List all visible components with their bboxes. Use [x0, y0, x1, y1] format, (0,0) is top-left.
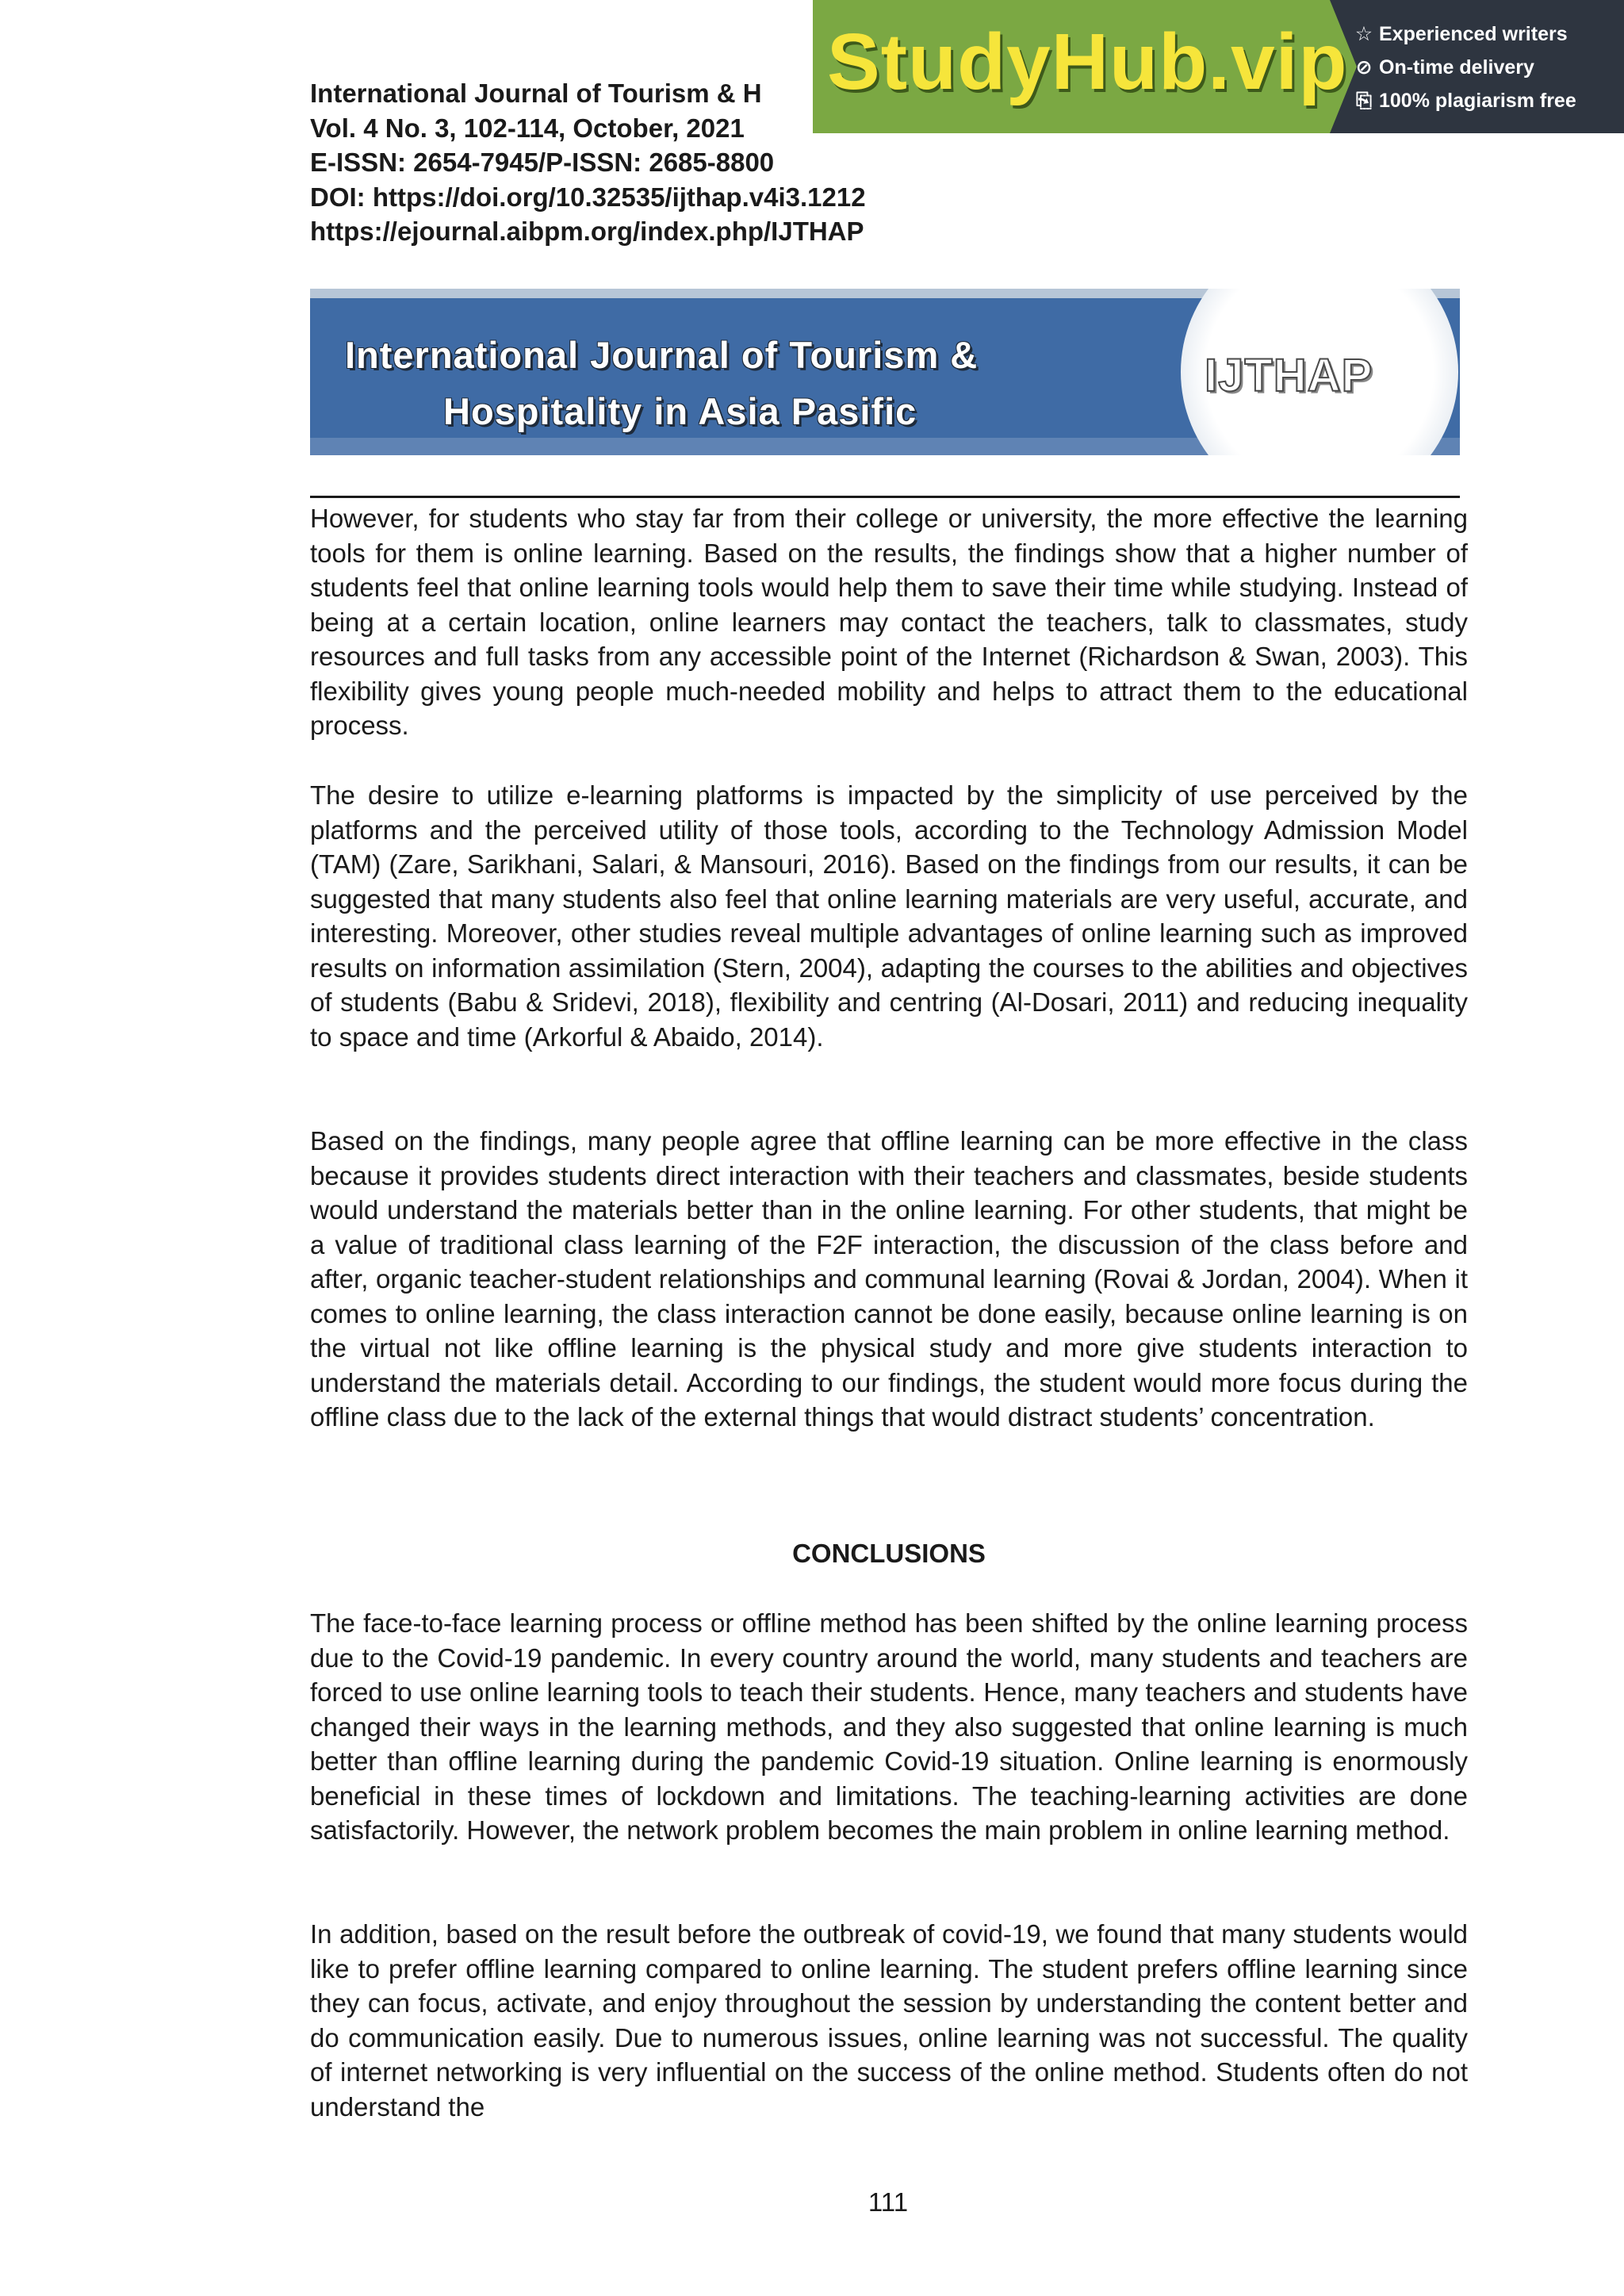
- ad-feature-label: 100% plagiarism free: [1379, 90, 1576, 112]
- conclusion-paragraph: In addition, based on the result before the outbreak of covid-19, we found that many students would like to prefer offline learning compared to online learning. The student prefers offline learning since they can focus, activate, and enjoy throughout the session by understanding the content better and do communication easily. Due to numerous issues, online learning was not successful. The quality of internet networking is very influential on the success of the online method. Students often do not understand the: [310, 1919, 1468, 2122]
- ijthap-logo: IJTHAP: [1205, 350, 1373, 401]
- banner-title-line-1: International Journal of Tourism &: [345, 334, 979, 376]
- section-heading-conclusions: CONCLUSIONS: [792, 1539, 986, 1568]
- studyhub-logo[interactable]: StudyHub.vip: [827, 17, 1348, 106]
- body-paragraph: Based on the findings, many people agree that offline learning can be more effective in the class because it provides students direct interaction with their teachers and classmates, beside students would understand the materials better than in the online learning. For other students, that might be a value of traditional class learning of the F2F interaction, the discussion of the class before and after, organic teacher-student relationships and communal learning (Rovai & Jordan, 2004). When it comes to online learning, the class interaction cannot be done easily, because online learning is on the virtual not like offline learning is the physical study and more give students interaction to understand the materials detail. According to our findings, the student would more focus during the offline class due to the lack of the external things that would distract students’ concentration.: [310, 1126, 1468, 1432]
- banner-title-line-2: Hospitality in Asia Pasific: [443, 390, 917, 432]
- copy-icon: ⎘: [1355, 89, 1372, 112]
- page-number: 111: [868, 2187, 909, 2217]
- ad-feature-item: [1354, 51, 1576, 84]
- issn-info: E-ISSN: 2654-7945/P-ISSN: 2685-8800: [310, 148, 775, 177]
- ad-feature-item: [1354, 17, 1576, 51]
- star-icon: ☆: [1354, 22, 1373, 45]
- doi-link[interactable]: DOI: https://doi.org/10.32535/ijthap.v4i3.1212: [310, 182, 866, 212]
- header-divider: [310, 496, 1460, 498]
- journal-url-link[interactable]: https://ejournal.aibpm.org/index.php/IJTHAP: [310, 217, 864, 246]
- volume-info: Vol. 4 No. 3, 102-114, October, 2021: [310, 113, 745, 143]
- ad-feature-item: [1354, 84, 1576, 117]
- journal-name: International Journal of Tourism & H: [310, 79, 762, 108]
- body-paragraph: The desire to utilize e-learning platforms is impacted by the simplicity of use perceived by the platforms and the perceived utility of those tools, according to the Technology Admission Model (TAM) (Zare, Sarikhani, Salari, & Mansouri, 2016). Based on the findings from our results, it can be suggested that many students also feel that online learning materials are very useful, accurate, and interesting. Moreover, other studies reveal multiple advantages of online learning such as improved results on information assimilation (Stern, 2004), adapting the courses to the abilities and objectives of students (Babu & Sridevi, 2018), flexibility and centring (Al-Dosari, 2011) and reducing inequality to space and time (Arkorful & Abaido, 2014).: [310, 780, 1468, 1052]
- conclusion-paragraph: The face-to-face learning process or offline method has been shifted by the online learning process due to the Covid-19 pandemic. In every country around the world, many students and teachers are forced to use online learning tools to teach their students. Hence, many teachers and students have changed their ways in the learning methods, and they also suggested that online learning is much better than offline learning during the pandemic Covid-19 situation. Online learning is enormously beneficial in these times of lockdown and limitations. The teaching-learning activities are done satisfactorily. However, the network problem becomes the main problem in online learning method.: [310, 1608, 1468, 1845]
- journal-banner: [310, 289, 1460, 455]
- banner-title: [345, 327, 978, 439]
- studyhub-ad-banner[interactable]: [813, 0, 1624, 133]
- ad-feature-label: Experienced writers: [1379, 23, 1568, 45]
- ad-feature-label: On-time delivery: [1379, 56, 1534, 79]
- body-paragraph: However, for students who stay far from their college or university, the more effective the learning tools for them is online learning. Based on the results, the findings show that a higher number of students feel that online learning tools would help them to save their time while studying. Instead of being at a certain location, online learners may contact the teachers, talk to classmates, study resources and full tasks from any accessible point of the Internet (Richardson & Swan, 2003). This flexibility gives young people much-needed mobility and helps to attract them to the educational process.: [310, 504, 1468, 740]
- clock-icon: ⊘: [1355, 56, 1373, 79]
- ad-feature-list: [1354, 17, 1576, 117]
